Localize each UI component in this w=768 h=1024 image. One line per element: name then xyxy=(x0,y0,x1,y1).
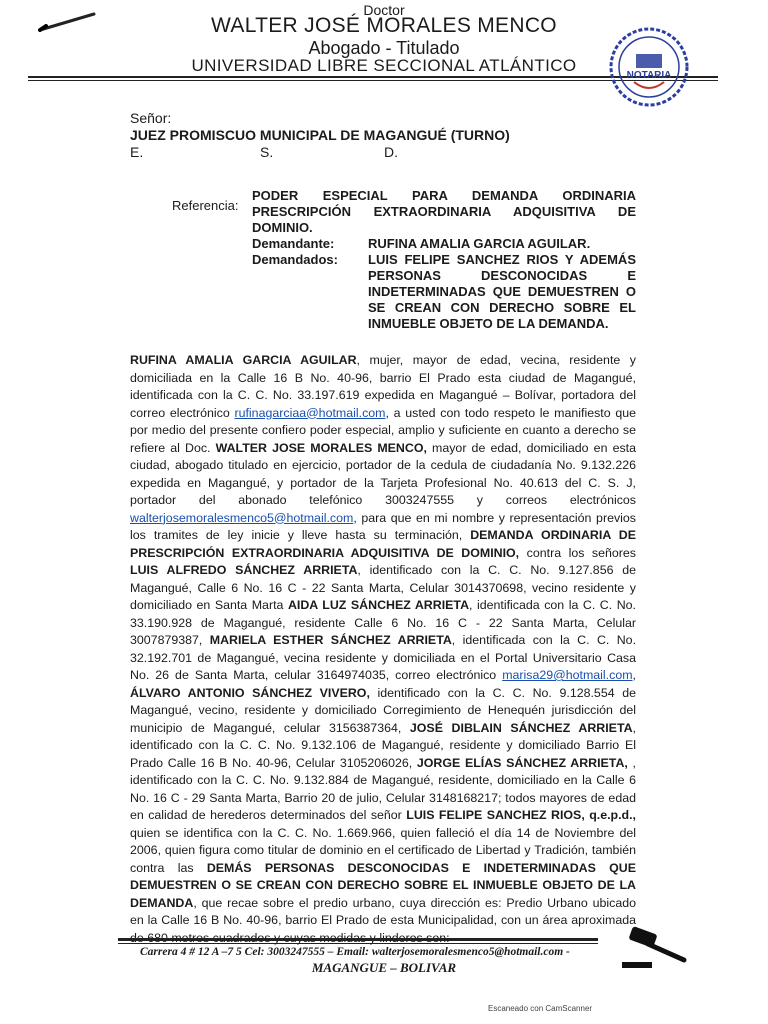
body-text: , a usted con todo respeto le manifiesto que por medio del presente confiero poder especial, amplio y suficiente en cuanto a derecho se refiere al Doc. xyxy=(130,405,636,455)
defendant-name: ÁLVARO ANTONIO SÁNCHEZ VIVERO, xyxy=(130,685,370,700)
addressee-block xyxy=(130,110,510,161)
footer-city: MAGANGUE – BOLIVAR xyxy=(311,960,457,975)
body-text: , mujer, mayor de edad, vecina, residente y domiciliada en la Calle 16 B No. 40-96, barrio El Prado esta ciudad de Magangué, identificada con la C. C. No. 33.197.619 expedida en Magangué – Bolívar, portadora del correo electrónico xyxy=(130,353,636,420)
unknown-persons: DEMÁS PERSONAS DESCONOCIDAS E INDETERMINADAS QUE DEMUESTREN O SE CREAN CON DERECHO SOBRE EL INMUEBLE OBJETO DE LA DEMANDA xyxy=(130,860,636,910)
body-text: , identificado con la C. C. No. 9.132.884 de Magangué, residente, domiciliado en la Calle 6 No. 16 C - 29 Santa Marta, Barrio 20 de julio, Celular 3148168217; todos mayores de edad en calidad de herederos determinados del señor xyxy=(130,755,636,822)
footer-rule xyxy=(118,938,598,941)
footer-rule-thin xyxy=(118,943,598,944)
plaintiff-row xyxy=(252,236,636,252)
letterhead-doctor: Doctor xyxy=(363,2,405,18)
reference-block xyxy=(252,188,636,332)
body-text: , identificada con la C. C. No. 32.192.701 de Magangué, vecina residente y domiciliada en el Portal Universitario Casa No. 26 de Santa Marta, celular 3164974035, correo electrónico xyxy=(130,633,637,682)
notary-seal-icon xyxy=(606,24,692,110)
seal-text: NOTARIA xyxy=(626,70,672,81)
body-text: , que recae sobre el predio urbano, cuya dirección es: Predio Urbano ubicado en la Calle 16 B No. 40-96, barrio El Prado de esta Municipalidad, con un área aproximada xyxy=(130,895,636,927)
plaintiff-name: RUFINA AMALIA GARCIA AGUILAR. xyxy=(368,236,591,251)
body-text: , identificada con la C. C. No. 33.190.928 de Magangué, residente Calle 6 No. 16 C - 22 Santa Marta, Celular 3007879387, xyxy=(130,598,636,647)
addressee-d: D. xyxy=(384,144,398,160)
reference-label: Referencia: xyxy=(172,198,239,213)
letterhead-title: Abogado - Titulado xyxy=(308,38,460,58)
defendant-name: JOSÉ DIBLAIN SÁNCHEZ ARRIETA xyxy=(409,720,633,735)
defendant-email-link[interactable]: marisa29@hotmail.com xyxy=(502,668,633,682)
grantor-name: RUFINA AMALIA GARCIA AGUILAR xyxy=(130,353,357,367)
body-text: identificado con la C. C. No. 9.128.554 de Magangué, vecino, residente y domiciliado Corregimiento de Henequén jurisdicción del municipio de Magangué, celular 3156387364, xyxy=(130,685,636,735)
defendant-name: JORGE ELÍAS SÁNCHEZ ARRIETA, xyxy=(416,755,628,770)
attorney-name: WALTER JOSE MORALES MENCO, xyxy=(215,440,427,455)
gavel-icon xyxy=(618,926,692,970)
plaintiff-label: Demandante: xyxy=(252,236,335,251)
scanner-watermark: Escaneado con CamScanner xyxy=(488,1004,593,1013)
addressee-s: S. xyxy=(260,144,274,160)
defendants-names: LUIS FELIPE SANCHEZ RIOS Y ADEMÁS PERSONAS DESCONOCIDAS E INDETERMINADAS QUE DEMUESTREN O SE CREAN CON DERECHO SOBRE EL INMUEBLE OBJETO DE LA DEMANDA. xyxy=(368,252,636,331)
body-text: , xyxy=(632,668,636,682)
deceased-name: LUIS FELIPE SANCHEZ RIOS, q.e.p.d., xyxy=(406,808,637,822)
addressee-greeting: Señor: xyxy=(130,110,172,126)
letterhead-name: WALTER JOSÉ MORALES MENCO xyxy=(211,14,557,37)
addressee-e: E. xyxy=(130,144,144,160)
grantor-email-link[interactable]: rufinagarciaa@hotmail.com xyxy=(234,405,386,420)
defendants-row xyxy=(252,252,636,332)
lawsuit-type: DEMANDA ORDINARIA DE PRESCRIPCIÓN EXTRAORDINARIA ADQUISITIVA DE DOMINIO, xyxy=(130,528,637,560)
defendants-label: Demandados: xyxy=(252,252,338,267)
body-paragraph xyxy=(130,352,636,947)
body-text: , identificado con la C. C. No. 9.127.856 de Magangué, Calle 6 No. 16 C - 22 Santa Marta, Celular 3014370698, vecino residente y domiciliado en Santa Marta xyxy=(130,563,636,612)
reference-subject: PODER ESPECIAL PARA DEMANDA ORDINARIA PRESCRIPCIÓN EXTRAORDINARIA ADQUISITIVA DE DOMINIO. xyxy=(252,188,636,235)
body-text: , identificado con la C. C. No. 9.132.106 de Magangué, residente y domiciliado Barrio El Prado Calle 16 B No. 40-96, Celular 3105206026, xyxy=(130,720,636,770)
body-text: quien se identifica con la C. C. No. 1.669.966, quien falleció el día 14 de Noviembre del 2006, quien figura como titular de dominio en el certificado de Libertad y Tradición, también contra las xyxy=(130,825,636,875)
body-text: , para que en mi nombre y representación previos los tramites de ley inicie y lleve hasta su terminación, xyxy=(130,510,636,542)
body-text: contra los señores xyxy=(519,545,637,560)
footer-address: Carrera 4 # 12 A –7 5 Cel: 3003247555 – Email: walterjosemoralesmenco5@hotmail.com - xyxy=(140,946,570,958)
body-text: mayor de edad, domiciliado en esta ciudad, abogado titulado en ejercicio, portador de la cedula de ciudadanía No. 9.132.226 expedida en Magangué, y portador de la Tarjeta Profesional No. 40.613 del C. S. J, portador del abonado telefónico 3003247555 y correos electrónicos xyxy=(130,440,636,507)
addressee-esd xyxy=(130,144,510,161)
addressee-judge: JUEZ PROMISCUO MUNICIPAL DE MAGANGUÉ (TURNO) xyxy=(130,127,510,143)
attorney-email-link[interactable]: walterjosemoralesmenco5@hotmail.com xyxy=(130,510,354,525)
letterhead-university: UNIVERSIDAD LIBRE SECCIONAL ATLÁNTICO xyxy=(191,56,577,75)
defendant-name: MARIELA ESTHER SÁNCHEZ ARRIETA xyxy=(209,633,452,647)
defendant-name: LUIS ALFREDO SÁNCHEZ ARRIETA xyxy=(130,563,358,577)
defendant-name: AIDA LUZ SÁNCHEZ ARRIETA xyxy=(287,598,470,612)
